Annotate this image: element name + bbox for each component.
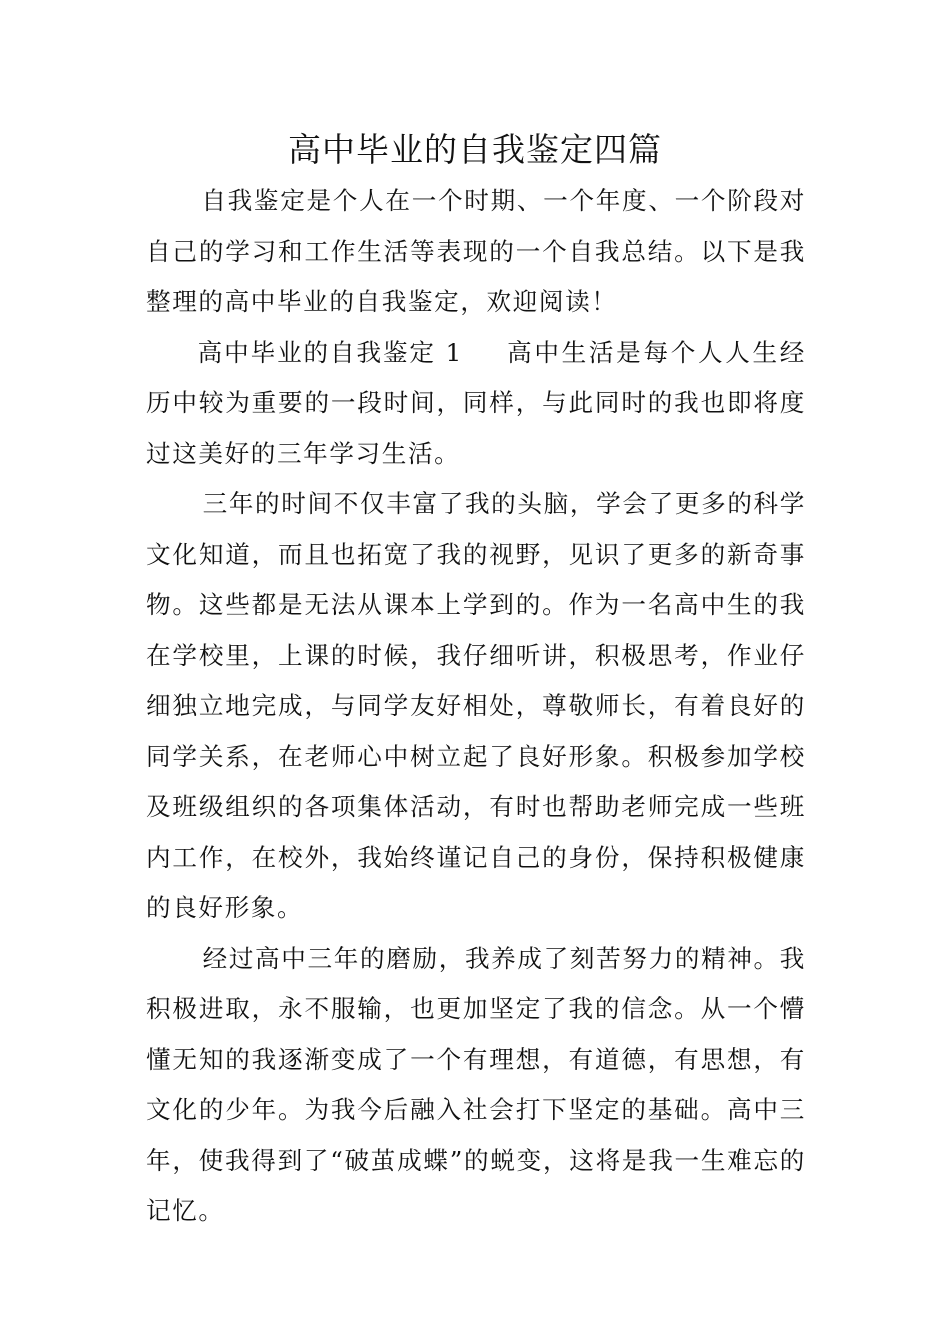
section-1-lead: 高中生活是每个人人生经历中较为重要的一段时间，同样，与此同时的我也即将度过这美好的三年学习生活。	[146, 337, 806, 468]
section-1-paragraph	[146, 328, 806, 480]
body-paragraph-1: 三年的时间不仅丰富了我的头脑，学会了更多的科学文化知道，而且也拓宽了我的视野，见识了更多的新奇事物。这些都是无法从课本上学到的。作为一名高中生的我在学校里，上课的时候，我仔细听讲，积极思考，作业仔细独立地完成，与同学友好相处，尊敬师长，有着良好的同学关系，在老师心中树立起了良好形象。积极参加学校及班级组织的各项集体活动，有时也帮助老师完成一些班内工作，在校外，我始终谨记自己的身份，保持积极健康的良好形象。	[146, 489, 806, 922]
document-title: 高中毕业的自我鉴定四篇	[288, 130, 662, 169]
section-1-heading: 高中毕业的自我鉴定 1	[197, 337, 463, 367]
intro-paragraph: 自我鉴定是个人在一个时期、一个年度、一个阶段对自己的学习和工作生活等表现的一个自我总结。以下是我整理的高中毕业的自我鉴定，欢迎阅读！	[146, 186, 806, 316]
body-paragraph-2: 经过高中三年的磨励，我养成了刻苦努力的精神。我积极进取，永不服输，也更加坚定了我的信念。从一个懵懂无知的我逐渐变成了一个有理想，有道德，有思想，有文化的少年。为我今后融入社会打下坚定的基础。高中三年，使我得到了“破茧成蝶”的蜕变，这将是我一生难忘的记忆。	[146, 943, 806, 1225]
document-body	[146, 176, 806, 1237]
